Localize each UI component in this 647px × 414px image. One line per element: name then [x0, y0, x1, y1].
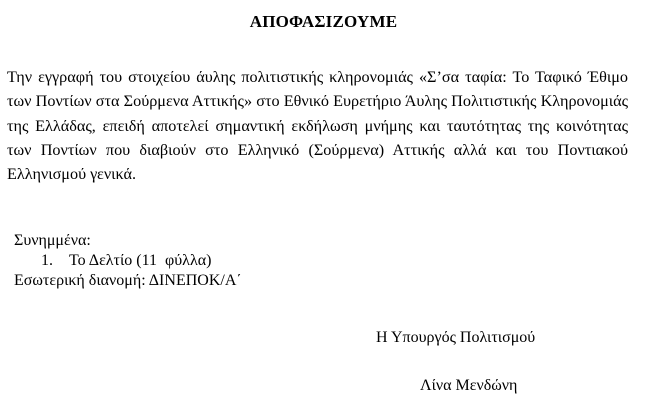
attachments-label: Συνημμένα: [14, 232, 91, 249]
attachments-section [14, 231, 242, 291]
decision-paragraph: Την εγγραφή του στοιχείου άυλης πολιτιστικής κληρονομιάς «Σ’σα ταφία: Το Ταφικό Έθιμο των Ποντίων στα Σούρμενα Αττικής» στο Εθνικό Ευρετήριο Άυλης Πολιτιστικής Κληρονομιάς της Ελλάδας, επειδή αποτελεί σημαντική εκδήλωση μνήμης και ταυτότητας της κοινότητας των Ποντίων που διαβιούν στο Ελληνικό (Σούρμενα) Αττικής αλλά και του Ποντιακού Ελληνισμού γενικά. [7, 68, 628, 184]
signer-name: Λίνα Μενδώνη [420, 377, 518, 394]
decision-heading: ΑΠΟΦΑΣΙΖΟΥΜΕ [249, 12, 398, 31]
attachment-number: 1. [41, 252, 53, 269]
attachment-item [14, 251, 242, 271]
attachment-text: Το Δελτίο (11 φύλλα) [69, 252, 212, 269]
internal-distribution: Εσωτερική διανομή: ΔΙΝΕΠΟΚ/Α΄ [14, 272, 242, 289]
signer-title: Η Υπουργός Πολιτισμού [376, 329, 536, 346]
